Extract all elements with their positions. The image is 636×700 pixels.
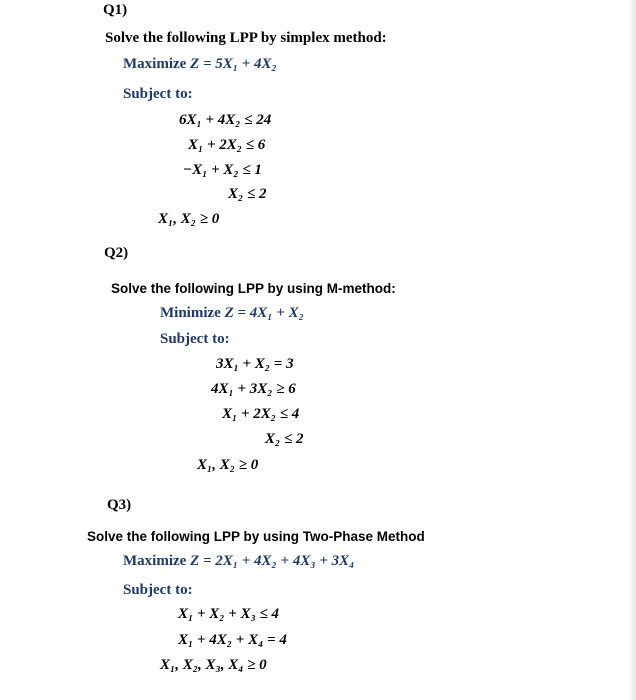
q3-constraint-1: X₁ + X₂ + X₃ ≤ 4 (178, 606, 280, 622)
q1-label: Q1) (103, 2, 128, 18)
q3-instruction: Solve the following LPP by using Two-Phase Method (87, 529, 425, 544)
q2-instruction: Solve the following LPP by using M-method: (111, 281, 396, 296)
q3-label: Q3) (107, 497, 132, 513)
q2-constraint-4: X₂ ≤ 2 (265, 431, 304, 447)
q1-constraint-2: X₁ + 2X₂ ≤ 6 (188, 137, 266, 153)
q3-objective-prefix: Maximize (123, 553, 191, 569)
q3-constraint-2: X₁ + 4X₂ + X₄ = 4 (178, 632, 287, 648)
q1-objective (123, 56, 277, 73)
q1-constraint-3: −X₁ + X₂ ≤ 1 (183, 162, 262, 178)
page-edge-shadow (628, 0, 636, 700)
q2-objective-prefix: Minimize (160, 305, 225, 321)
q2-constraint-1: 3X₁ + X₂ = 3 (216, 356, 294, 372)
q2-constraint-3: X₁ + 2X₂ ≤ 4 (222, 406, 300, 422)
q3-objective-expr: Z = 2X₁ + 4X₂ + 4X₃ + 3X₄ (190, 553, 355, 569)
q1-nonnegativity: X₁, X₂ ≥ 0 (158, 211, 220, 227)
q2-label: Q2) (104, 245, 129, 261)
q2-objective-expr: Z = 4X₁ + X₂ (224, 305, 304, 321)
q1-objective-prefix: Maximize (123, 56, 191, 72)
q1-subject-to: Subject to: (123, 86, 193, 102)
q2-subject-to: Subject to: (160, 331, 230, 347)
q1-constraint-4: X₂ ≤ 2 (228, 186, 267, 202)
q3-nonnegativity: X₁, X₂, X₃, X₄ ≥ 0 (160, 657, 267, 673)
q2-constraint-2: 4X₁ + 3X₂ ≥ 6 (211, 381, 296, 397)
q1-constraint-1: 6X₁ + 4X₂ ≤ 24 (179, 112, 272, 128)
q1-objective-expr: Z = 5X₁ + 4X₂ (190, 56, 277, 72)
q2-nonnegativity: X₁, X₂ ≥ 0 (197, 457, 259, 473)
q3-objective (123, 553, 354, 570)
q1-instruction: Solve the following LPP by simplex method: (105, 30, 387, 46)
q3-subject-to: Subject to: (123, 582, 193, 598)
q2-objective (160, 305, 304, 322)
